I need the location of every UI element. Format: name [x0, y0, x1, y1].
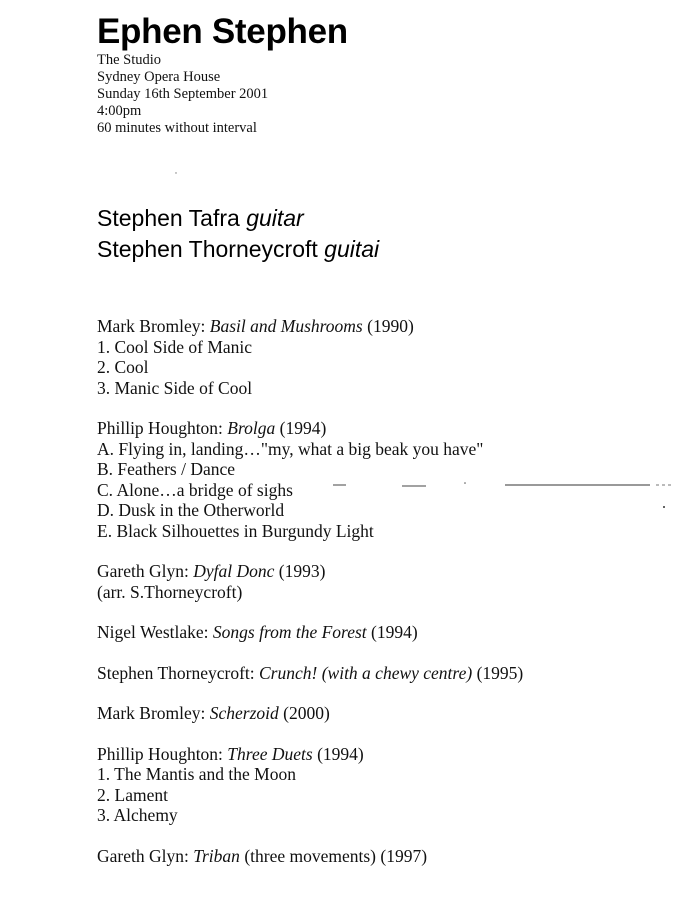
composer-name: Phillip Houghton:	[97, 418, 223, 438]
performers-list	[97, 203, 379, 265]
movement-line: C. Alone…a bridge of sighs	[97, 479, 293, 500]
composer-name: Mark Bromley:	[97, 316, 206, 336]
concert-time: 4:00pm	[97, 103, 142, 119]
piece-heading	[97, 622, 677, 643]
piece-heading	[97, 561, 677, 582]
concert-date: Sunday 16th September 2001	[97, 86, 269, 102]
program-piece	[97, 316, 677, 398]
piece-heading	[97, 316, 677, 337]
performer-name: Stephen Thorneycroft	[97, 236, 318, 262]
composer-name: Nigel Westlake:	[97, 622, 209, 642]
composer-name: Mark Bromley:	[97, 703, 206, 723]
work-year: (1995)	[476, 662, 524, 683]
scan-mark	[175, 172, 176, 173]
movement-line: 3. Manic Side of Cool	[97, 377, 253, 398]
work-title: Basil and Mushrooms	[209, 316, 363, 336]
composer-name: Gareth Glyn:	[97, 845, 189, 866]
movement-line: 1. Cool Side of Manic	[97, 336, 253, 357]
movement-line: 3. Alchemy	[97, 805, 178, 825]
movement-line: 2. Lament	[97, 784, 168, 805]
performer	[97, 203, 379, 234]
composer-name: Stephen Thorneycroft:	[97, 662, 255, 683]
program-piece	[97, 418, 677, 541]
program-list	[97, 316, 677, 886]
work-title: Scherzoid	[209, 703, 279, 723]
piece-heading	[97, 663, 677, 684]
movement-line: 2. Cool	[97, 357, 149, 377]
venue-room: The Studio	[97, 52, 162, 68]
movement-line: 1. The Mantis and the Moon	[97, 764, 296, 784]
movement-line: A. Flying in, landing…"my, what a big beak you have"	[97, 438, 484, 459]
work-year: (2000)	[283, 703, 330, 723]
program-piece	[97, 703, 677, 724]
concert-title: Ephen Stephen	[97, 12, 348, 51]
movement-line: (arr. S.Thorneycroft)	[97, 581, 243, 602]
piece-heading	[97, 846, 677, 867]
movement-line: B. Feathers / Dance	[97, 459, 236, 479]
concert-duration: 60 minutes without interval	[97, 120, 257, 136]
work-year: (three movements) (1997)	[244, 845, 428, 866]
performer	[97, 234, 379, 265]
program-piece	[97, 622, 677, 643]
venue-name: Sydney Opera House	[97, 69, 221, 85]
composer-name: Phillip Houghton:	[97, 743, 223, 764]
program-piece	[97, 846, 677, 867]
performer-instrument: guitai	[324, 236, 380, 262]
movement-line: D. Dusk in the Otherworld	[97, 500, 285, 520]
work-year: (1994)	[279, 418, 327, 438]
performer-instrument: guitar	[246, 205, 304, 231]
work-year: (1994)	[371, 622, 418, 642]
work-title: Three Duets	[227, 743, 313, 764]
work-year: (1993)	[278, 561, 326, 581]
program-piece	[97, 744, 677, 826]
piece-heading	[97, 703, 677, 724]
work-title: Dyfal Donc	[193, 561, 275, 581]
work-year: (1990)	[367, 316, 414, 336]
work-title: Brolga	[227, 418, 276, 438]
performer-name: Stephen Tafra	[97, 205, 240, 231]
work-year: (1994)	[317, 743, 364, 764]
program-piece	[97, 561, 677, 602]
work-title: Songs from the Forest	[212, 622, 367, 642]
composer-name: Gareth Glyn:	[97, 561, 189, 581]
work-title: Triban	[193, 845, 240, 866]
program-piece	[97, 663, 677, 684]
movement-line: E. Black Silhouettes in Burgundy Light	[97, 520, 374, 541]
work-title: Crunch! (with a chewy centre)	[259, 662, 473, 683]
piece-heading	[97, 744, 677, 765]
piece-heading	[97, 418, 677, 439]
concert-details	[97, 52, 268, 137]
